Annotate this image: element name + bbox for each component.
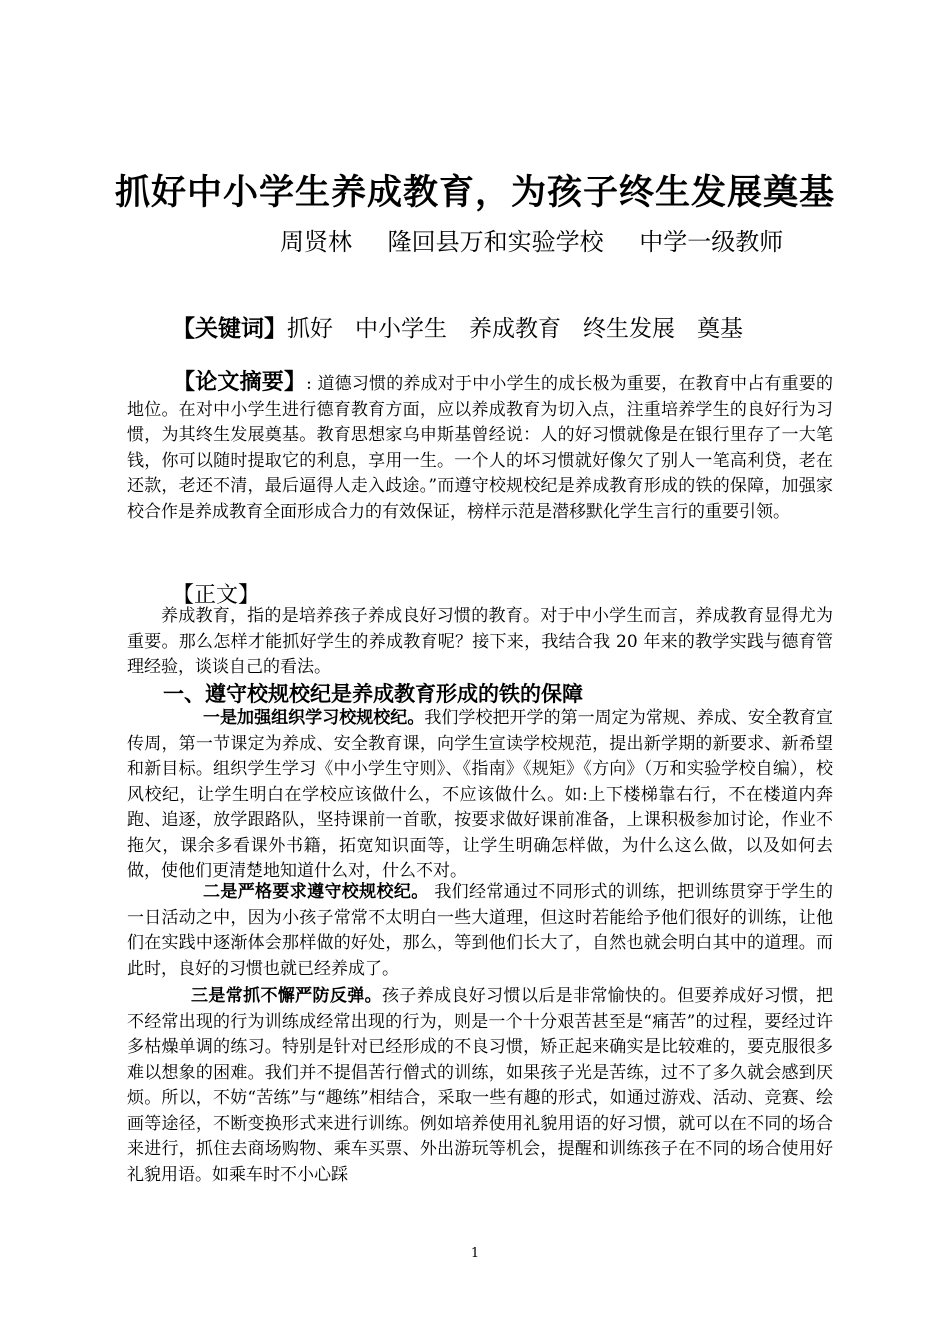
paragraph-text: 我们经常通过不同形式的训练，把训练贯穿于学生的一日活动之中，因为小孩子常常不太明白一些大道理，但这时若能给予他们很好的训练，让他们在实践中逐渐体会那样做的好处，那么，等到他们长大了，自然也就会明白其中的道理。而此时，良好的习惯也就已经养成了。 [127,882,834,979]
author-line [280,222,811,257]
section-heading: 一、遵守校规校纪是养成教育形成的铁的保障 [163,682,583,706]
document-title: 抓好中小学生养成教育，为孩子终生发展奠基 [114,173,835,213]
paragraph-text: 我们学校把开学的第一周定为常规、养成、安全教育宣传周，第一节课定为养成、安全教育课，向学生宣读学校规范，提出新学期的新要求、新希望和新目标。组织学生学习《中小学生守则》、《指南》《规矩》《方向》（万和实验学校自编），校风校纪，让学生明白在学校应该做什么，不应该做什么。如:上下楼梯靠右行，不在楼道内奔跑、追逐，放学跟路队，坚持课前一首歌，按要求做好课前准备，上课积极参加讨论，作业不拖欠，课余多看课外书籍，拓宽知识面等，让学生明确怎样做，为什么这么做，以及如何去做，使他们更清楚地知道什么对，什么不对。 [127,708,834,881]
paragraph-lead: 二是严格要求遵守校规校纪。 [203,882,429,902]
intro-paragraph: 养成教育，指的是培养孩子养成良好习惯的教育。对于中小学生而言，养成教育显得尤为重要。那么怎样才能抓好学生的养成教育呢？接下来，我结合我 20 年来的教学实践与德育管理经验，谈谈自己的看法。 [127,606,833,677]
keyword-item: 抓好 [287,316,333,342]
page-number: 1 [470,1246,480,1261]
paragraph-text: 孩子养成良好习惯以后是非常愉快的。但要养成好习惯，把不经常出现的行为训练成经常出现的行为，则是一个十分艰苦甚至是“痛苦”的过程，要经过许多枯燥单调的练习。特别是针对已经形成的不良习惯，矫正起来确实是比较难的，要克服很多难以想象的困难。我们并不提倡苦行僧式的训练，如果孩子光是苦练，过不了多久就会感到厌烦。所以，不妨“苦练”与“趣练”相结合，采取一些有趣的形式，如通过游戏、活动、竞赛、绘画等途径，不断变换形式来进行训练。例如培养使用礼貌用语的好习惯，就可以在不同的场合来进行，抓住去商场购物、乘车买票、外出游玩等机会，提醒和训练孩子在不同的场合使用好礼貌用语。如乘车时不小心踩 [127,986,834,1185]
abstract-text: : 道德习惯的养成对于中小学生的成长极为重要，在教育中占有重要的地位。在对中小学生进行德育教育方面，应以养成教育为切入点，注重培养学生的良好行为习惯，为其终生发展奠基。教育思想家乌申斯基曾经说：人的好习惯就像是在银行里存了一大笔钱，你可以随时提取它的利息，享用一生。一个人的坏习惯就好像欠了别人一笔高利贷，老在还款，老还不清，最后逼得人走入歧途。”而遵守校规校纪是养成教育形成的铁的保障，加强家校合作是养成教育全面形成合力的有效保证，榜样示范是潜移默化学生言行的重要引领。 [127,374,833,522]
keywords-line [172,310,765,343]
section-paragraph-1 [127,706,833,885]
body-label: 【正文】 [172,583,261,608]
keyword-item: 中小学生 [355,316,447,342]
keyword-item: 终生发展 [583,316,675,342]
abstract-paragraph [127,370,833,525]
author-name: 周贤林 [280,228,352,256]
abstract-label: 【论文摘要】 [173,370,307,395]
paragraph-lead: 三是常抓不懈严防反弹。 [191,986,382,1006]
section-paragraph-2 [127,880,833,982]
author-position: 中学一级教师 [639,228,784,256]
keyword-item: 奠基 [697,316,743,342]
author-school: 隆回县万和实验学校 [387,228,604,256]
section-paragraph-3 [127,984,833,1188]
paragraph-lead: 一是加强组织学习校规校纪。 [203,708,425,728]
keyword-item: 养成教育 [469,316,561,342]
keywords-label: 【关键词】 [172,316,287,342]
